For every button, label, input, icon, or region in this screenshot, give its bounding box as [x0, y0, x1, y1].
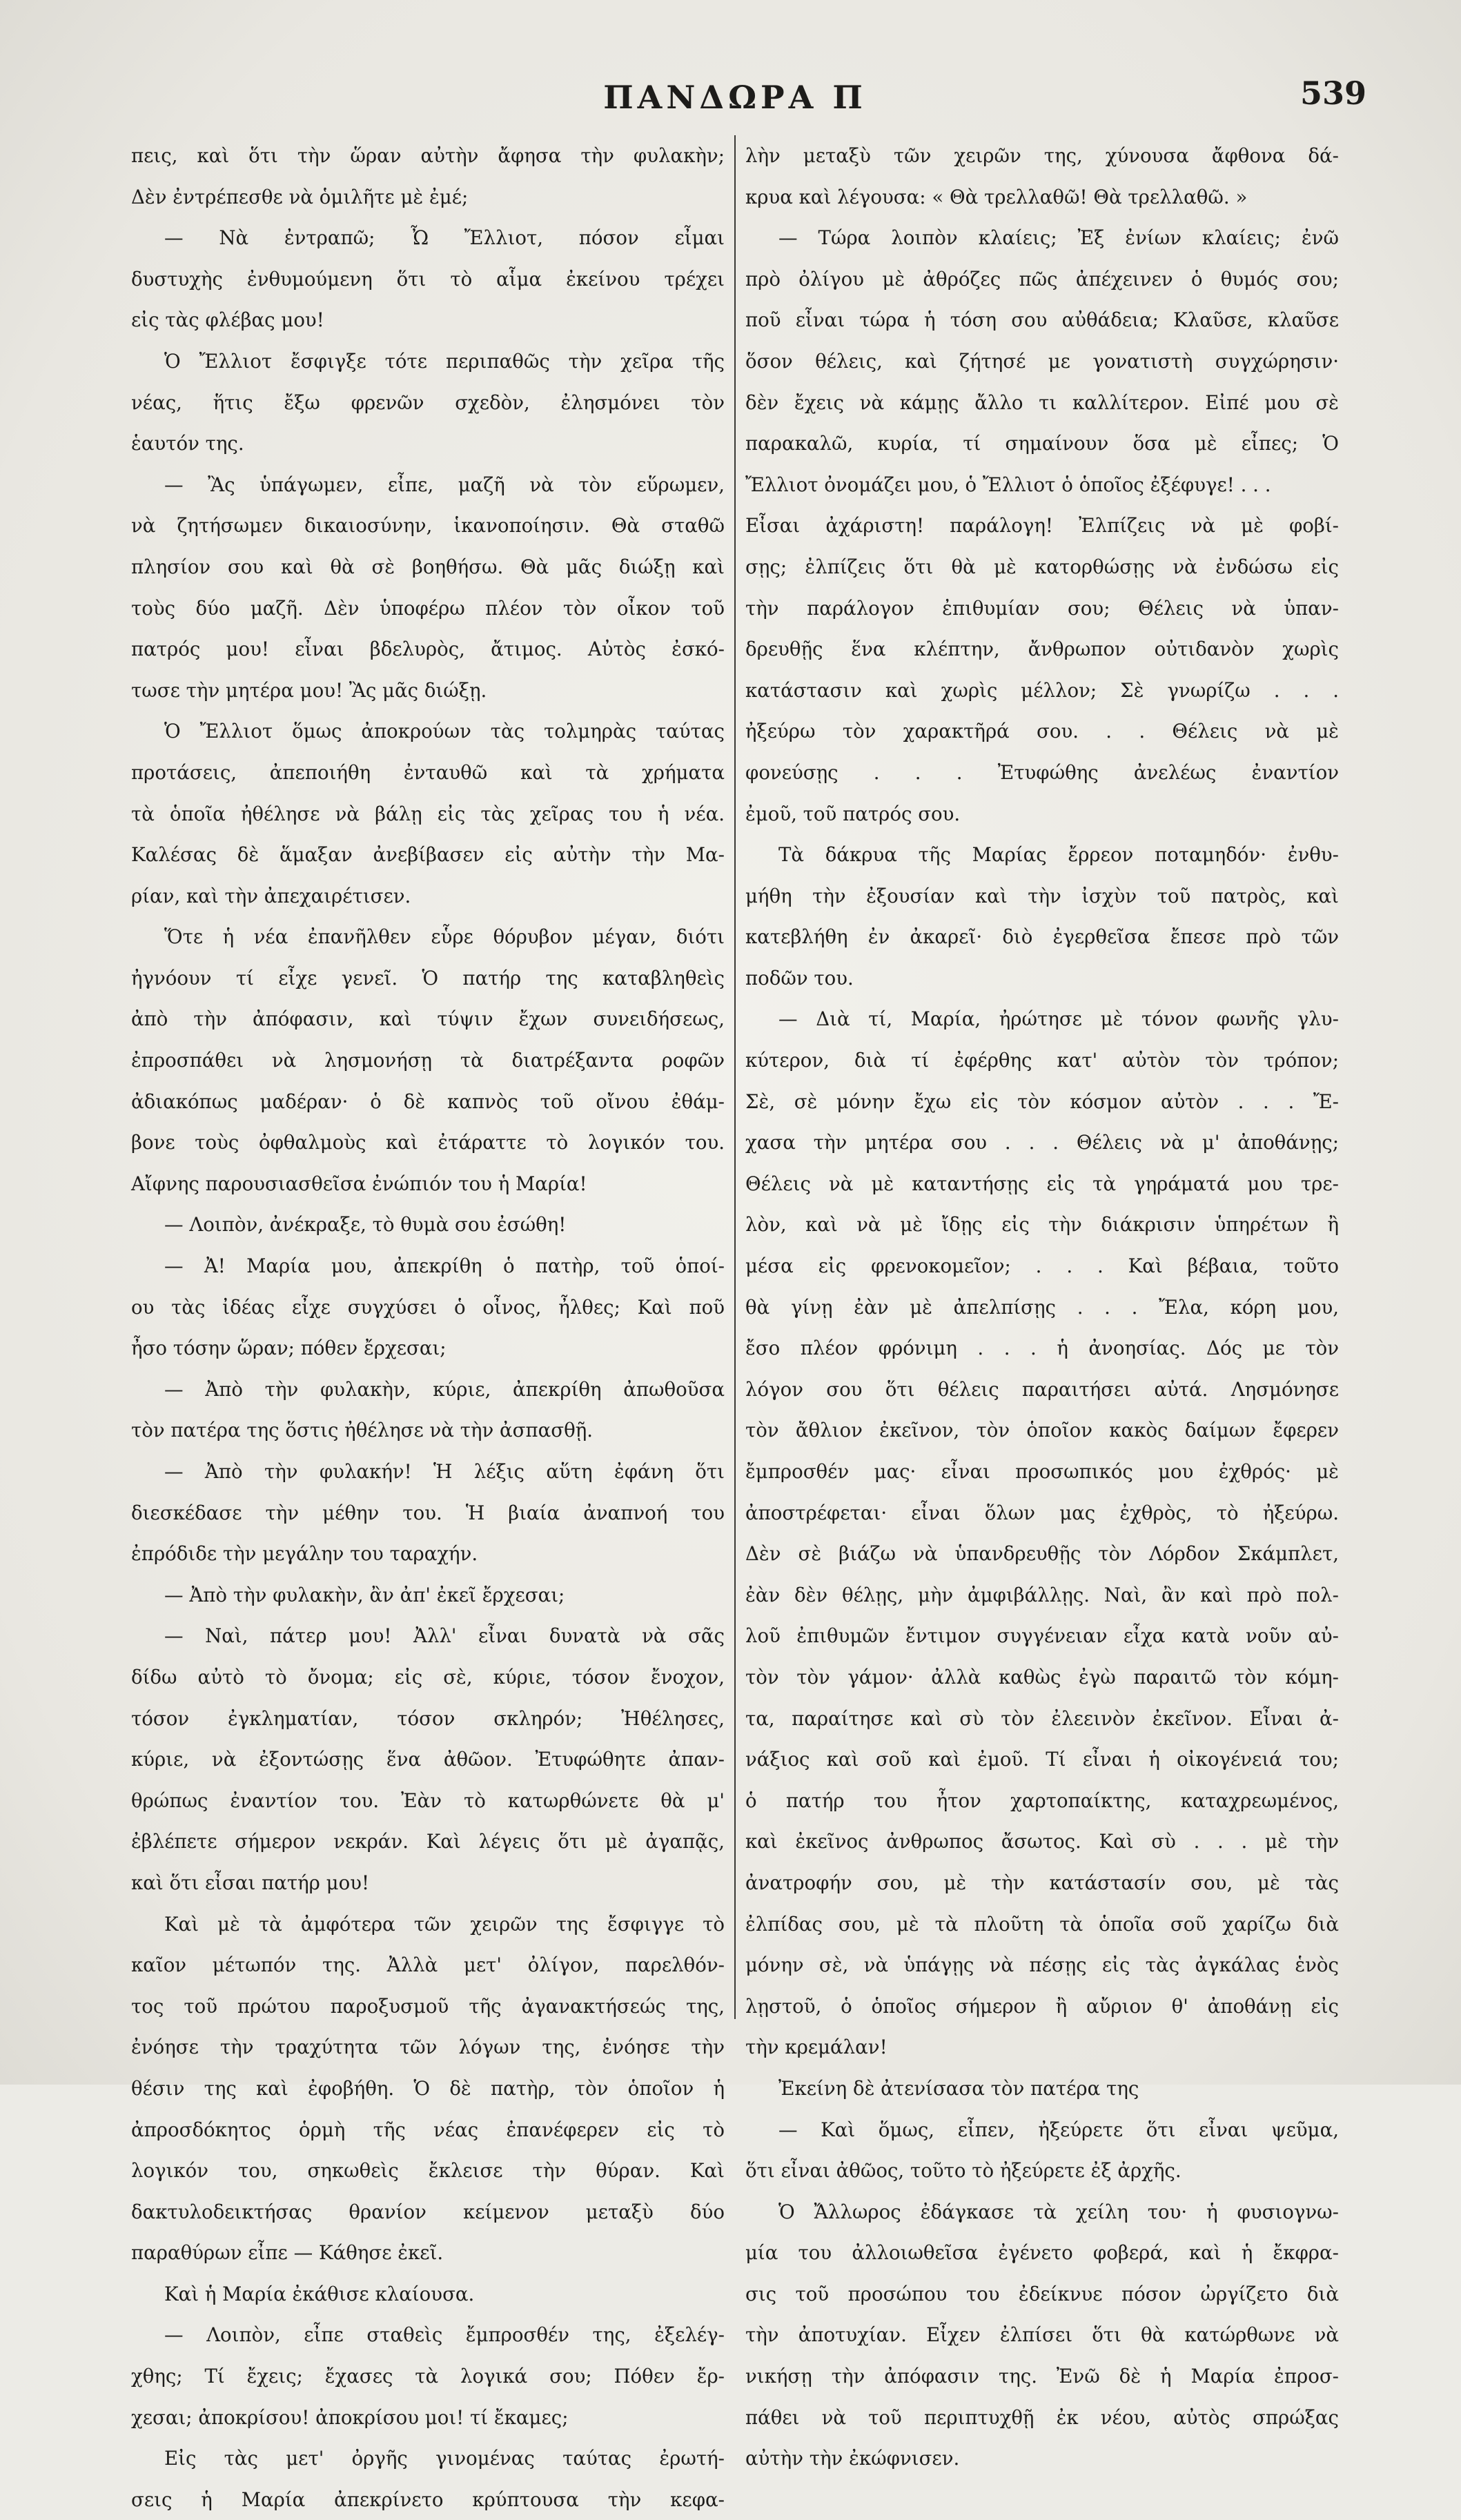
text-line: τόσον ἐγκληματίαν, τόσον σκληρόν; Ἠθέλησες,	[131, 1706, 725, 1730]
text-line: — Ναὶ, πάτερ μου! Ἀλλ' εἶναι δυνατὰ νὰ σᾶς	[164, 1624, 725, 1648]
text-line: εἰς τὰς φλέβας μου!	[131, 308, 324, 332]
text-line: Σὲ, σὲ μόνην ἔχω εἰς τὸν κόσμον αὐτὸν . . . Ἔ-	[745, 1090, 1339, 1113]
text-line: — Λοιπὸν, ἀνέκραξε, τὸ θυμὰ σου ἐσώθη!	[164, 1213, 567, 1237]
text-line: σῃς; ἐλπίζεις ὅτι θὰ μὲ κατορθώσῃς νὰ ἐνδώσω εἰς	[745, 555, 1339, 578]
text-line: τὸν ἄθλιον ἐκεῖνον, τὸν ὁποῖον κακὸς δαίμων ἔφερεν	[745, 1419, 1339, 1442]
text-line: — Ἀπὸ τὴν φυλακὴν, ἂν ἀπ' ἐκεῖ ἔρχεσαι;	[164, 1583, 565, 1606]
text-line: κύτερον, διὰ τί ἐφέρθης κατ' αὐτὸν τὸν τρόπον;	[745, 1049, 1339, 1072]
text-line: τοὺς δύο μαζῆ. Δὲν ὑποφέρω πλέον τὸν οἶκον τοῦ	[131, 596, 725, 620]
text-line: Ὁ Ἄλλωρος ἐδάγκασε τὰ χείλη του· ἡ φυσιογνω-	[778, 2200, 1339, 2223]
text-line: μία του ἀλλοιωθεῖσα ἐγένετο φοβερά, καὶ ἡ ἔκφρα-	[745, 2241, 1339, 2265]
text-line: δρευθῇς ἕνα κλέπτην, ἄνθρωπον οὐτιδανὸν χωρὶς	[745, 638, 1339, 661]
text-line: ρίαν, καὶ τὴν ἀπεχαιρέτισεν.	[131, 884, 411, 907]
text-line: ἔσο πλέον φρόνιμη . . . ἡ ἀνοησίας. Δός με τὸν	[745, 1337, 1339, 1360]
text-line: ἐβλέπετε σήμερον νεκράν. Καὶ λέγεις ὅτι μὲ ἀγαπᾷς,	[131, 1830, 725, 1853]
text-line: τὴν κρεμάλαν!	[745, 2036, 888, 2059]
text-line: νὰ ζητήσωμεν δικαιοσύνην, ἱκανοποίησιν. Θὰ σταθῶ	[131, 514, 725, 538]
text-line: — Τώρα λοιπὸν κλαίεις; Ἐξ ἐνίων κλαίεις; ἐνῶ	[778, 226, 1339, 250]
text-line: ἔμπροσθέν μας· εἶναι προσωπικός μου ἐχθρός· μὲ	[745, 1460, 1339, 1483]
text-line: αὐτὴν τὴν ἐκώφνισεν.	[745, 2447, 960, 2470]
text-line: δίδω αὐτὸ τὸ ὄνομα; εἰς σὲ, κύριε, τόσον ἔνοχον,	[131, 1665, 725, 1689]
text-line: πεις, καὶ ὅτι τὴν ὥραν αὐτὴν ἄφησα τὴν φυλακὴν;	[131, 144, 725, 167]
text-line: ἑαυτόν της.	[131, 432, 244, 455]
text-line: ἐπροσπάθει νὰ λησμονήσῃ τὰ διατρέξαντα ροφῶν	[131, 1049, 725, 1072]
text-line: λῃστοῦ, ὁ ὁποῖος σήμερον ἢ αὔριον θ' ἀποθάνῃ εἰς	[745, 1994, 1339, 2018]
text-line: Καὶ ἡ Μαρία ἐκάθισε κλαίουσα.	[164, 2282, 475, 2305]
text-line: Τὰ δάκρυα τῆς Μαρίας ἔρρεον ποταμηδόν· ἐνθυ-	[778, 843, 1339, 867]
text-line: λόγον σου ὅτι θέλεις παραιτήσει αὐτά. Λησμόνησε	[745, 1377, 1339, 1401]
text-line: Ὁ Ἔλλιοτ ὅμως ἀποκρούων τὰς τολμηρὰς ταύτας	[164, 720, 725, 743]
text-line: λὸν, καὶ νὰ μὲ ἴδῃς εἰς τὴν διάκρισιν ὑπηρέτων ἢ	[745, 1213, 1339, 1237]
text-line: — Λοιπὸν, εἶπε σταθεὶς ἔμπροσθέν της, ἐξελέγ-	[164, 2323, 725, 2347]
text-line: κρυα καὶ λέγουσα: « Θὰ τρελλαθῶ! Θὰ τρελλαθῶ. »	[745, 185, 1248, 208]
text-line: τὴν παράλογον ἐπιθυμίαν σου; Θέλεις νὰ ὑπαν-	[745, 596, 1339, 620]
text-line: Εἰς τὰς μετ' ὀργῆς γινομένας ταύτας ἐρωτή-	[164, 2447, 725, 2470]
text-line: ἦσο τόσην ὥραν; πόθεν ἔρχεσαι;	[131, 1337, 447, 1360]
text-line: τος τοῦ πρώτου παροξυσμοῦ τῆς ἀγανακτήσεώς της,	[131, 1994, 725, 2018]
text-line: — Ἂς ὑπάγωμεν, εἶπε, μαζῆ νὰ τὸν εὕρωμεν,	[164, 473, 725, 496]
text-line: Ἐκείνη δὲ ἀτενίσασα τὸν πατέρα της	[778, 2076, 1139, 2100]
text-line: Ἔλλιοτ ὀνομάζει μου, ὁ Ἔλλιοτ ὁ ὁποῖος ἐξέφυγε! . . .	[745, 473, 1271, 496]
text-line: — Διὰ τί, Μαρία, ἠρώτησε μὲ τόνον φωνῆς γλυ-	[778, 1007, 1339, 1031]
text-line: ἀπὸ τὴν ἀπόφασιν, καὶ τύψιν ἔχων συνειδήσεως,	[131, 1007, 725, 1031]
text-line: διεσκέδασε τὴν μέθην του. Ἡ βιαία ἀναπνοή του	[131, 1501, 725, 1524]
text-line: ποῦ εἶναι τώρα ἡ τόση σου αὐθάδεια; Κλαῦσε, κλαῦσε	[745, 308, 1339, 332]
text-line: ἀπροσδόκητος ὁρμὴ τῆς νέας ἐπανέφερεν εἰς τὸ	[131, 2118, 725, 2141]
text-line: δυστυχὴς ἐνθυμούμενη ὅτι τὸ αἷμα ἐκείνου τρέχει	[131, 267, 725, 291]
text-line: τὸν πατέρα της ὅστις ἠθέλησε νὰ τὴν ἀσπασθῇ.	[131, 1419, 594, 1442]
text-line: τα, παραίτησε καὶ σὺ τὸν ἐλεεινὸν ἐκεῖνον. Εἶναι ἀ-	[745, 1706, 1339, 1730]
text-line: καὶ ὅτι εἶσαι πατήρ μου!	[131, 1871, 370, 1894]
text-line: — Ἀ! Μαρία μου, ἀπεκρίθη ὁ πατὴρ, τοῦ ὁποί-	[164, 1254, 725, 1278]
text-line: παραθύρων εἶπε — Κάθησε ἐκεῖ.	[131, 2241, 444, 2265]
text-line: Δὲν σὲ βιάζω νὰ ὑπανδρευθῇς τὸν Λόρδον Σκάμπλετ,	[745, 1542, 1339, 1566]
text-line: πρὸ ὀλίγου μὲ ἀθρόζες πῶς ἀπέχεινεν ὁ θυμός σου;	[745, 267, 1339, 291]
text-line: λὴν μεταξὺ τῶν χειρῶν της, χύνουσα ἄφθονα δά-	[745, 144, 1339, 167]
text-line: σις τοῦ προσώπου του ἐδείκνυε πόσον ὠργίζετο διὰ	[745, 2282, 1339, 2305]
text-line: προτάσεις, ἀπεποιήθη ἐνταυθῶ καὶ τὰ χρήματα	[131, 760, 725, 784]
text-line: μόνην σὲ, νὰ ὑπάγῃς νὰ πέσῃς εἰς τὰς ἀγκάλας ἑνὸς	[745, 1953, 1339, 1977]
text-line: ὁ πατήρ του ἦτον χαρτοπαίκτης, καταχρεωμένος,	[745, 1789, 1339, 1812]
text-line: Καὶ μὲ τὰ ἀμφότερα τῶν χειρῶν της ἔσφιγγε τὸ	[164, 1912, 725, 1936]
text-line: μέσα εἰς φρενοκομεῖον; . . . Καὶ βέβαια, τοῦτο	[745, 1254, 1339, 1278]
text-line: Δὲν ἐντρέπεσθε νὰ ὁμιλῆτε μὲ ἐμέ;	[131, 185, 469, 208]
column-divider	[734, 135, 736, 2019]
text-line: νάξιος καὶ σοῦ καὶ ἐμοῦ. Τί εἶναι ἡ οἰκογένειά του;	[745, 1748, 1339, 1771]
text-line: ἠξεύρω τὸν χαρακτῆρά σου. . . Θέλεις νὰ μὲ	[745, 720, 1339, 743]
page-number: 539	[1300, 75, 1366, 112]
text-line: καῖον μέτωπόν της. Ἀλλὰ μετ' ὀλίγον, παρελθόν-	[131, 1953, 725, 1977]
text-line: ὅσον θέλεις, καὶ ζήτησέ με γονατιστὴ συγχώρησιν·	[745, 349, 1339, 373]
text-line: μήθη τὴν ἐξουσίαν καὶ τὴν ἰσχὺν τοῦ πατρὸς, καὶ	[745, 884, 1339, 907]
text-line: χθης; Τί ἔχεις; ἔχασες τὰ λογικά σου; Πόθεν ἔρ-	[131, 2365, 725, 2388]
text-line: κατεβλήθη ἐν ἀκαρεῖ· διὸ ἐγερθεῖσα ἔπεσε πρὸ τῶν	[745, 925, 1339, 949]
text-line: ἀνατροφήν σου, μὲ τὴν κατάστασίν σου, μὲ τὰς	[745, 1871, 1339, 1894]
running-title: ΠΑΝΔΩΡΑ Π	[603, 79, 867, 116]
text-line: τὴν ἀποτυχίαν. Εἶχεν ἐλπίσει ὅτι θὰ κατώρθωνε νὰ	[745, 2323, 1339, 2347]
text-line: Θέλεις νὰ μὲ καταντήσῃς εἰς τὰ γηράματά μου τρε-	[745, 1172, 1339, 1195]
text-line: — Καὶ ὅμως, εἶπεν, ἠξεύρετε ὅτι εἶναι ψεῦμα,	[778, 2118, 1339, 2141]
text-line: ὅτι εἶναι ἀθῶος, τοῦτο τὸ ἠξεύρετε ἐξ ἀρχῆς.	[745, 2159, 1181, 2183]
text-line: δακτυλοδεικτήσας θρανίον κείμενον μεταξὺ δύο	[131, 2200, 725, 2223]
text-line: λοῦ ἐπιθυμῶν ἔντιμον συγγένειαν εἶχα κατὰ νοῦν αὐ-	[745, 1624, 1339, 1648]
text-line: ἐλπίδας σου, μὲ τὰ πλοῦτη τὰ ὁποῖα σοῦ χαρίζω διὰ	[745, 1912, 1339, 1936]
text-line: ου τὰς ἰδέας εἶχε συγχύσει ὁ οἶνος, ἦλθες; Καὶ ποῦ	[131, 1295, 725, 1319]
text-line: θέσιν της καὶ ἐφοβήθη. Ὁ δὲ πατὴρ, τὸν ὁποῖον ἡ	[131, 2076, 725, 2100]
text-line: χεσαι; ἀποκρίσου! ἀποκρίσου μοι! τί ἔκαμες;	[131, 2405, 569, 2429]
text-line: Εἶσαι ἀχάριστη! παράλογη! Ἐλπίζεις νὰ μὲ φοβί-	[745, 514, 1339, 538]
text-line: Ὁ Ἔλλιοτ ἔσφιγξε τότε περιπαθῶς τὴν χεῖρα τῆς	[164, 349, 725, 373]
right-column	[745, 135, 1339, 2470]
text-line: ἐμοῦ, τοῦ πατρός σου.	[745, 802, 961, 825]
text-line: καὶ ἐκεῖνος ἀνθρωπος ἄσωτος. Καὶ σὺ . . . μὲ τὴν	[745, 1830, 1339, 1853]
text-line: νικήσῃ τὴν ἀπόφασιν της. Ἐνῶ δὲ ἡ Μαρία ἐπροσ-	[745, 2365, 1339, 2388]
text-line: ἀποστρέφεται· εἶναι ὅλων μας ἐχθρὸς, τὸ ἠξεύρω.	[745, 1501, 1339, 1524]
left-column	[131, 135, 725, 2511]
text-line: ἐπρόδιδε τὴν μεγάλην του ταραχήν.	[131, 1542, 478, 1566]
text-line: ποδῶν του.	[745, 966, 854, 990]
text-line: — Ἀπὸ τὴν φυλακήν! Ἡ λέξις αὕτη ἐφάνη ὅτι	[164, 1460, 725, 1483]
text-line: χασα τὴν μητέρα σου . . . Θέλεις νὰ μ' ἀποθάνῃς;	[745, 1131, 1339, 1154]
text-line: ἀδιακόπως μαδέραν· ὁ δὲ καπνὸς τοῦ οἴνου ἐθάμ-	[131, 1090, 725, 1113]
text-line: βονε τοὺς ὀφθαλμοὺς καὶ ἐτάραττε τὸ λογικόν του.	[131, 1131, 725, 1154]
text-line: ἐνόησε τὴν τραχύτητα τῶν λόγων της, ἐνόησε τὴν	[131, 2036, 725, 2059]
text-line: λογικόν του, σηκωθεὶς ἔκλεισε τὴν θύραν. Καὶ	[131, 2159, 725, 2183]
text-line: θρώπως ἐναντίον του. Ἐὰν τὸ κατωρθώνετε θὰ μ'	[131, 1789, 725, 1812]
text-line: σεις ἡ Μαρία ἀπεκρίνετο κρύπτουσα τὴν κεφα-	[131, 2488, 725, 2511]
text-line: πλησίον σου καὶ θὰ σὲ βοηθήσω. Θὰ μᾶς διώξῃ καὶ	[131, 555, 725, 578]
text-line: Ὅτε ἡ νέα ἐπανῆλθεν εὗρε θόρυβον μέγαν, διότι	[164, 925, 725, 949]
text-line: — Ἀπὸ τὴν φυλακὴν, κύριε, ἀπεκρίθη ἀπωθοῦσα	[164, 1377, 725, 1401]
text-line: θὰ γίνῃ ἐὰν μὲ ἀπελπίσῃς . . . Ἔλα, κόρη μου,	[745, 1295, 1339, 1319]
text-line: τὸν τὸν γάμον· ἀλλὰ καθὼς ἐγὼ παραιτῶ τὸν κόμη-	[745, 1665, 1339, 1689]
text-line: παρακαλῶ, κυρία, τί σημαίνουν ὅσα μὲ εἶπες; Ὁ	[745, 432, 1339, 455]
text-line: Αἴφνης παρουσιασθεῖσα ἐνώπιόν του ἡ Μαρία!	[131, 1172, 587, 1195]
text-line: κατάστασιν καὶ χωρὶς μέλλον; Σὲ γνωρίζω . . .	[745, 678, 1339, 702]
text-line: ἠγνόουν τί εἶχε γενεῖ. Ὁ πατήρ της καταβληθεὶς	[131, 966, 725, 990]
text-line: κύριε, νὰ ἐξοντώσῃς ἕνα ἀθῶον. Ἐτυφώθητε ἀπαν-	[131, 1748, 725, 1771]
text-line: — Νὰ ἐντραπῶ; Ὦ Ἔλλιοτ, πόσον εἶμαι	[164, 226, 725, 250]
text-line: πατρός μου! εἶναι βδελυρὸς, ἄτιμος. Αὐτὸς ἐσκό-	[131, 638, 725, 661]
text-line: δὲν ἔχεις νὰ κάμῃς ἄλλο τι καλλίτερον. Εἰπέ μου σὲ	[745, 391, 1339, 414]
page-header	[104, 75, 1366, 119]
text-line: Καλέσας δὲ ἅμαξαν ἀνεβίβασεν εἰς αὐτὴν τὴν Μα-	[131, 843, 725, 867]
text-line: ἐὰν δὲν θέλῃς, μὴν ἀμφιβάλλῃς. Ναὶ, ἂν καὶ πρὸ πολ-	[745, 1583, 1339, 1606]
text-line: τὰ ὁποῖα ἠθέλησε νὰ βάλῃ εἰς τὰς χεῖρας του ἡ νέα.	[131, 802, 725, 825]
text-line: φονεύσῃς . . . Ἐτυφώθης ἀνελέως ἐναντίον	[745, 760, 1339, 784]
text-line: νέας, ἥτις ἔξω φρενῶν σχεδὸν, ἐλησμόνει τὸν	[131, 391, 725, 414]
text-line: πάθει νὰ τοῦ περιπτυχθῇ ἐκ νέου, αὐτὸς σπρώξας	[745, 2405, 1339, 2429]
text-line: τωσε τὴν μητέρα μου! Ἂς μᾶς διώξῃ.	[131, 678, 487, 702]
